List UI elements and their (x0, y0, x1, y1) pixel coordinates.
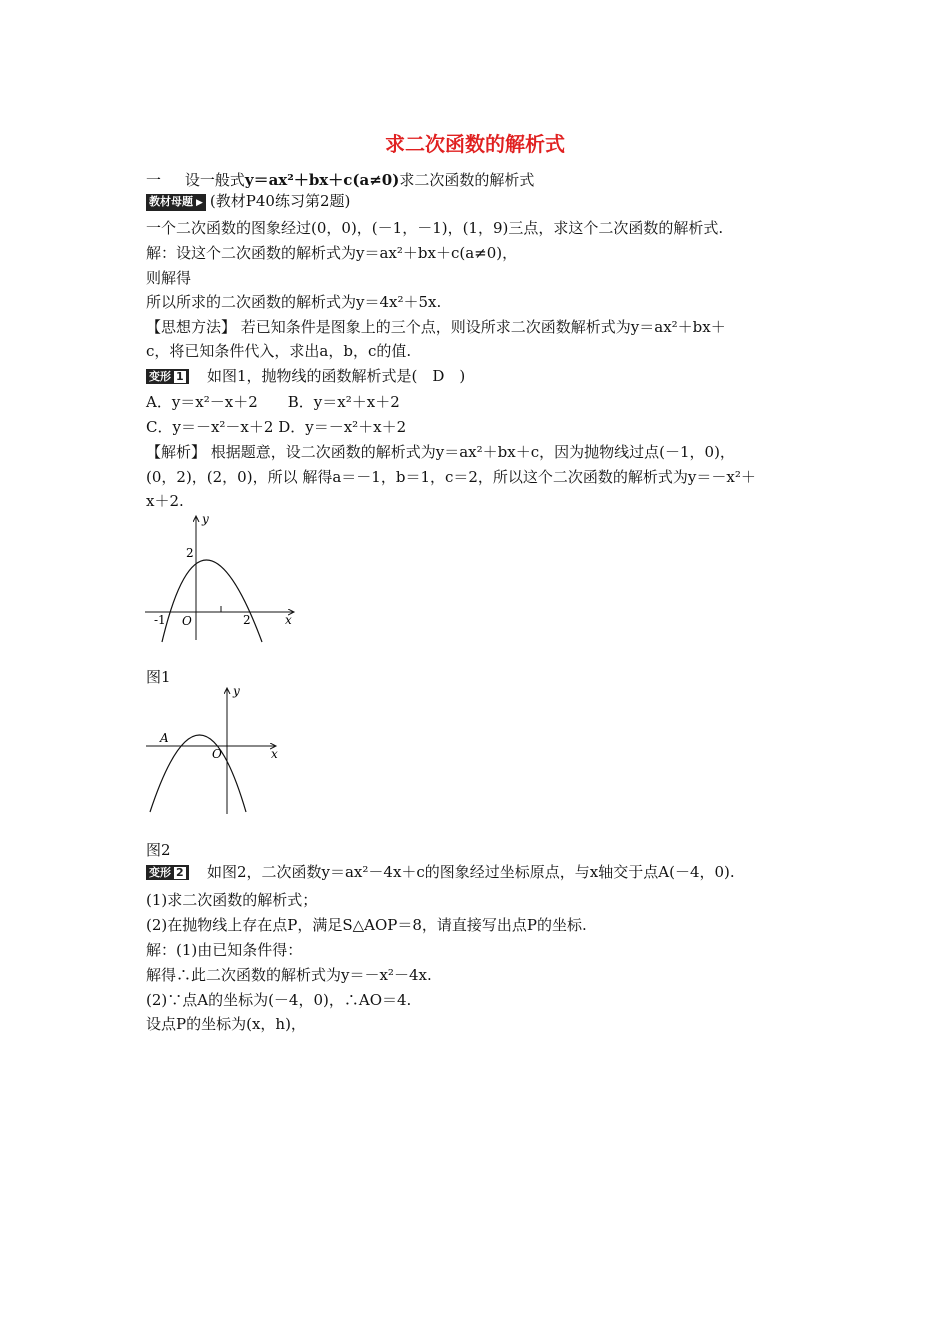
variant2-tag: 变形 2 (146, 865, 189, 880)
solution-line-2: 则解得 (146, 269, 192, 287)
fig1-parabola (162, 560, 262, 642)
fig2-x-label: x (271, 747, 278, 761)
fig2-origin-label: O (212, 747, 222, 761)
variant1-options-ab: A．y＝x²－x＋2 B．y＝x²＋x＋2 (146, 393, 400, 411)
figure-1-caption: 图1 (146, 668, 171, 686)
variant2-question (146, 862, 735, 882)
mother-problem-reference: (教材P40练习第2题) (209, 192, 351, 210)
fig1-origin-label: O (182, 614, 192, 628)
section-heading-post: 求二次函数的解析式 (399, 171, 535, 189)
section-number: 一 (146, 171, 162, 189)
variant2-solution-1: 解：(1)由已知条件得： (146, 941, 303, 959)
variant2-solution-3: (2)∵点A的坐标为(－4，0)，∴AO＝4. (146, 991, 412, 1009)
page-title: 求二次函数的解析式 (385, 132, 565, 156)
fig1-tick-x-label: 2 (243, 613, 251, 627)
fig1-y-label: y (202, 512, 209, 526)
method-line-1: 【思想方法】 若已知条件是图象上的三个点，则设所求二次函数解析式为y＝ax²＋bx＋ (146, 318, 726, 336)
variant1-tag: 变形 1 (146, 369, 189, 384)
method-line-2: c，将已知条件代入，求出a，b，c的值. (146, 342, 412, 360)
variant2-solution-2: 解得∴此二次函数的解析式为y＝－x²－4x. (146, 966, 432, 984)
variant2-question-text: 如图2，二次函数y＝ax²－4x＋c的图象经过坐标原点，与x轴交于点A(－4，0). (206, 863, 735, 881)
variant1-analysis-2: (0，2)，(2，0)，所以 解得a＝－1，b＝1，c＝2，所以这个二次函数的解析式为y＝－x²＋ (146, 468, 756, 486)
fig1-x-label: x (285, 613, 292, 627)
variant1-question-text: 如图1，抛物线的函数解析式是( D ) (206, 367, 466, 385)
fig2-point-a-label: A (160, 731, 169, 745)
figure-1-graph (140, 508, 310, 648)
fig1-tick-neg-label: -1 (154, 613, 166, 627)
play-arrow-icon: ▶ (196, 198, 203, 208)
mother-problem-tag: 教材母题 ▶ (146, 194, 206, 211)
fig2-parabola (150, 735, 246, 812)
figure-2-graph (140, 680, 290, 820)
variant1-analysis-1: 【解析】 根据题意，设二次函数的解析式为y＝ax²＋bx＋c，因为抛物线过点(－1，0)， (146, 443, 735, 461)
variant1-question (146, 366, 465, 386)
general-form-formula: y＝ax²＋bx＋c(a≠0) (244, 171, 400, 189)
solution-line-1: 解：设这个二次函数的解析式为y＝ax²＋bx＋c(a≠0)， (146, 244, 518, 262)
variant2-q2: (2)在抛物线上存在点P，满足S△AOP＝8，请直接写出点P的坐标. (146, 916, 587, 934)
variant1-options-cd: C．y＝－x²－x＋2 D．y＝－x²＋x＋2 (146, 418, 407, 436)
section-heading-pre: 设一般式 (184, 171, 245, 189)
section-heading (146, 170, 534, 190)
variant1-analysis-3: x＋2. (146, 492, 184, 510)
mother-problem-header (146, 191, 350, 211)
solution-line-3: 所以所求的二次函数的解析式为y＝4x²＋5x. (146, 293, 442, 311)
problem-statement: 一个二次函数的图象经过(0，0)，(－1，－1)，(1，9)三点，求这个二次函数的解析式. (146, 219, 724, 237)
fig1-tick-y-label: 2 (186, 546, 194, 560)
fig2-y-label: y (233, 684, 240, 698)
figure-2-caption: 图2 (146, 841, 171, 859)
variant2-solution-4: 设点P的坐标为(x，h)， (146, 1015, 306, 1033)
variant2-q1: (1)求二次函数的解析式； (146, 891, 318, 909)
